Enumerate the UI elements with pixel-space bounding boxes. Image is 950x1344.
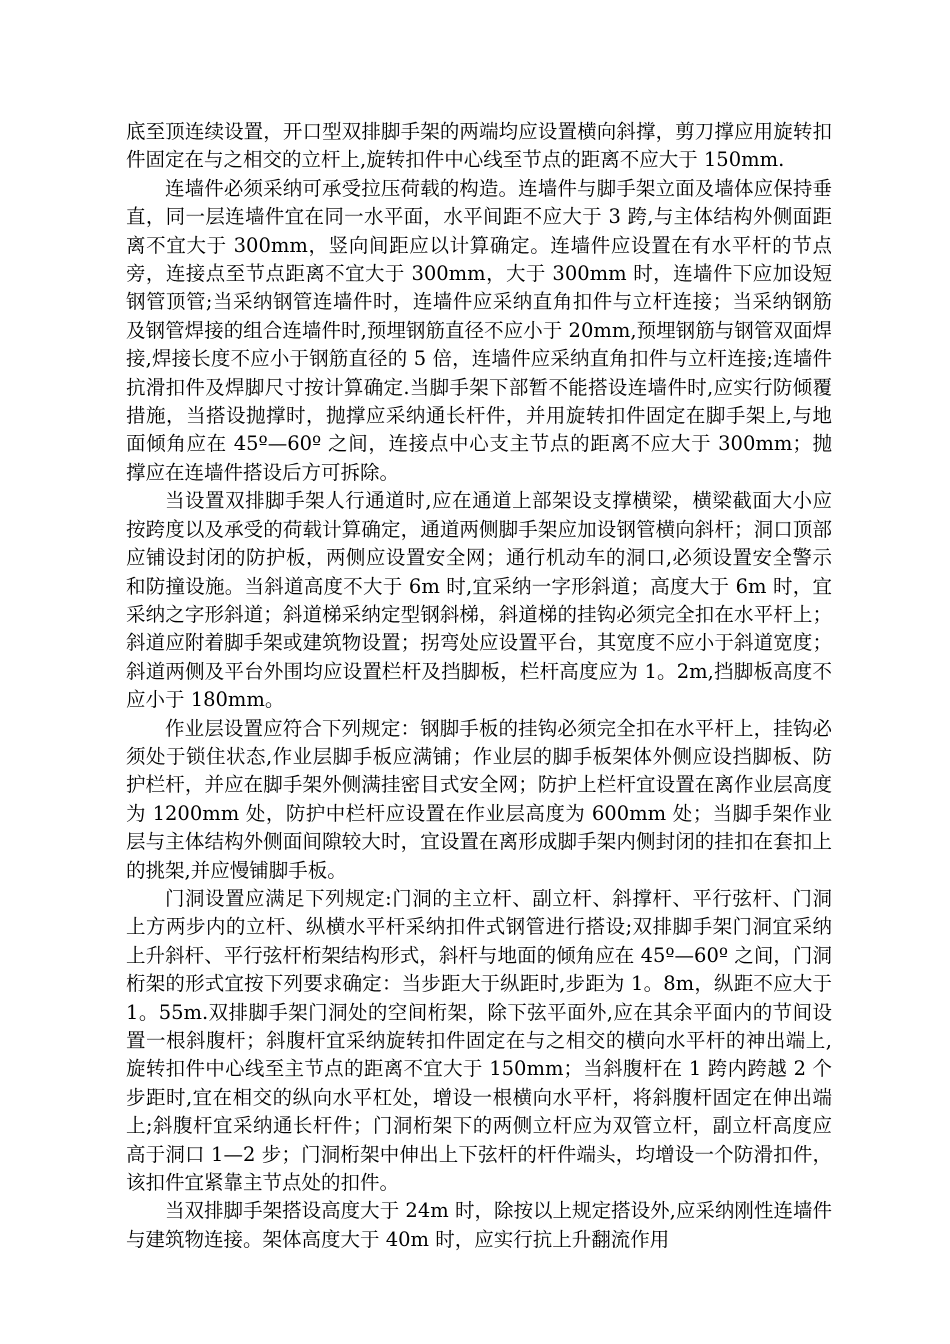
paragraph-walkway: 当设置双排脚手架人行通道时,应在通道上部架设支撑横梁，横梁截面大小应按跨度以及承受的荷载计算确定，通道两侧脚手架应加设钢管横向斜杆；洞口顶部应铺设封闭的防护板，两侧应设置安全网；通行机动车的洞口,必须设置安全警示和防撞设施。当斜道高度不大于 6m 时,宜采纳一字形斜道；高度大于 6m 时，宜采纳之字形斜道；斜道梯采纳定型钢斜梯，斜道梯的挂钩必须完全扣在水平杆上；斜道应附着脚手架或建筑物设置；拐弯处应设置平台，其宽度不应小于斜道宽度；斜道两侧及平台外围均应设置栏杆及挡脚板，栏杆高度应为 1。2m,挡脚板高度不应小于 180mm。 [126, 489, 832, 712]
paragraph-working-layer: 作业层设置应符合下列规定：钢脚手板的挂钩必须完全扣在水平杆上，挂钩必须处于锁住状态,作业层脚手板应满铺；作业层的脚手板架体外侧应设挡脚板、防护栏杆，并应在脚手架外侧满挂密目式安全网；防护上栏杆宜设置在离作业层高度为 1200mm 处，防护中栏杆应设置在作业层高度为 600mm 处；当脚手架作业层与主体结构外侧面间隙较大时，宜设置在离形成脚手架内侧封闭的挂扣在套扣上的挑架,并应慢铺脚手板。 [126, 716, 832, 882]
paragraph-wall-ties: 连墙件必须采纳可承受拉压荷载的构造。连墙件与脚手架立面及墙体应保持垂直，同一层连墙件宜在同一水平面，水平间距不应大于 3 跨,与主体结构外侧面距离不宜大于 300mm，竖向间距应以计算确定。连墙件应设置在有水平杆的节点旁，连接点至节点距离不宜大于 300mm，大于 300mm 时，连墙件下应加设短钢管顶管;当采纳钢管连墙件时，连墙件应采纳直角扣件与立杆连接；当采纳钢筋及钢管焊接的组合连墙件时,预埋钢筋直径不应小于 20mm,预埋钢筋与钢管双面焊接,焊接长度不应小于钢筋直径的 5 倍，连墙件应采纳直角扣件与立杆连接;连墙件抗滑扣件及焊脚尺寸按计算确定.当脚手架下部暂不能搭设连墙件时,应实行防倾覆措施，当搭设抛撑时，抛撑应采纳通长杆件，并用旋转扣件固定在脚手架上,与地面倾角应在 45º—60º 之间，连接点中心支主节点的距离不应大于 300mm；抛撑应在连墙件搭设后方可拆除。 [126, 176, 832, 484]
document-body [126, 118, 832, 1254]
paragraph-height-limit: 当双排脚手架搭设高度大于 24m 时，除按以上规定搭设外,应采纳刚性连墙件与建筑物连接。架体高度大于 40m 时，应实行抗上升翻流作用 [126, 1199, 832, 1251]
paragraph-door-opening: 门洞设置应满足下列规定:门洞的主立杆、副立杆、斜撑杆、平行弦杆、门洞上方两步内的立杆、纵横水平杆采纳扣件式钢管进行搭设;双排脚手架门洞宜采纳上升斜杆、平行弦杆桁架结构形式，斜杆与地面的倾角应在 45º—60º 之间，门洞桁架的形式宜按下列要求确定：当步距大于纵距时,步距为 1。8m，纵距不应大于 1。55m.双排脚手架门洞处的空间桁架，除下弦平面外,应在其余平面内的节间设置一根斜腹杆；斜腹杆宜采纳旋转扣件固定在与之相交的横向水平杆的神出端上,旋转扣件中心线至主节点的距离不宜大于 150mm；当斜腹杆在 1 跨内跨越 2 个步距时,宜在相交的纵向水平杠处，增设一根横向水平杆，将斜腹杆固定在伸出端上;斜腹杆宜采纳通长杆件；门洞桁架下的两侧立杆应为双管立杆，副立杆高度应高于洞口 1—2 步；门洞桁架中伸出上下弦杆的杆件端头，均增设一个防滑扣件，该扣件宜紧靠主节点处的扣件。 [126, 886, 832, 1195]
paragraph-bracing: 底至顶连续设置，开口型双排脚手架的两端均应设置横向斜撑，剪刀撑应用旋转扣件固定在与之相交的立杆上,旋转扣件中心线至节点的距离不应大于 150mm. [126, 120, 832, 172]
